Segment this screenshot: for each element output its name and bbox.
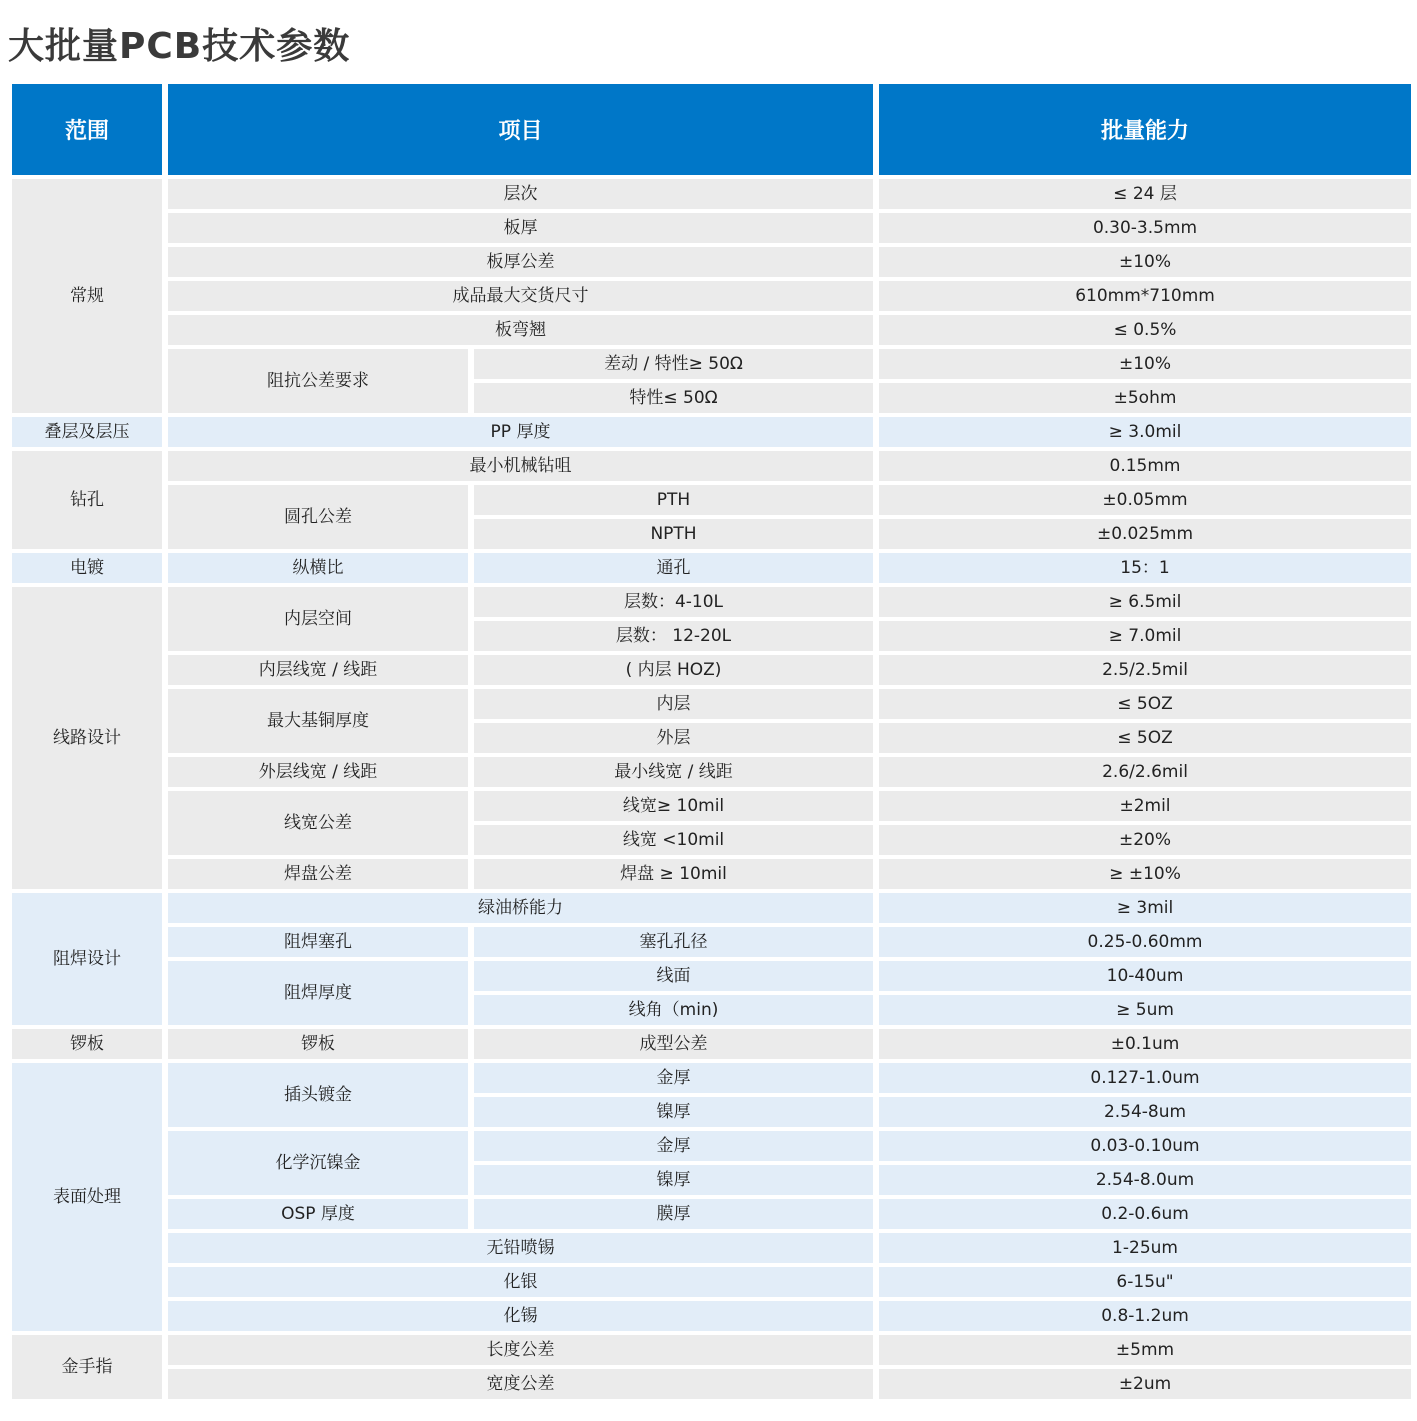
table-row	[12, 757, 1411, 787]
sub-item-cell: 内层	[474, 689, 873, 719]
item-cell: 板弯翘	[168, 315, 873, 345]
value-cell: 1-25um	[879, 1233, 1411, 1263]
sub-item-cell: 线宽≥ 10mil	[474, 791, 873, 821]
sub-item-cell: 特性≤ 50Ω	[474, 383, 873, 413]
item-cell: 板厚公差	[168, 247, 873, 277]
spec-table	[6, 80, 1417, 1403]
item-cell: 外层线宽 / 线距	[168, 757, 468, 787]
table-row	[12, 927, 1411, 957]
item-cell: 插头镀金	[168, 1063, 468, 1127]
sub-item-cell: 差动 / 特性≥ 50Ω	[474, 349, 873, 379]
value-cell: ±10%	[879, 349, 1411, 379]
table-row	[12, 417, 1411, 447]
table-row	[12, 1267, 1411, 1297]
value-cell: ±0.025mm	[879, 519, 1411, 549]
item-cell: 内层空间	[168, 587, 468, 651]
value-cell: ≤ 5OZ	[879, 689, 1411, 719]
sub-item-cell: 线角（min)	[474, 995, 873, 1025]
table-row	[12, 247, 1411, 277]
item-cell: 宽度公差	[168, 1369, 873, 1399]
value-cell: ≥ 3.0mil	[879, 417, 1411, 447]
item-cell: 阻抗公差要求	[168, 349, 468, 413]
item-cell: 阻焊塞孔	[168, 927, 468, 957]
sub-item-cell: 成型公差	[474, 1029, 873, 1059]
header-row	[12, 84, 1411, 175]
scope-cell: 表面处理	[12, 1063, 162, 1331]
value-cell: ≤ 24 层	[879, 179, 1411, 209]
table-row	[12, 349, 1411, 379]
header-capability: 批量能力	[879, 84, 1411, 175]
value-cell: 2.5/2.5mil	[879, 655, 1411, 685]
value-cell: 6-15u"	[879, 1267, 1411, 1297]
value-cell: 0.8-1.2um	[879, 1301, 1411, 1331]
value-cell: 0.30-3.5mm	[879, 213, 1411, 243]
item-cell: 化学沉镍金	[168, 1131, 468, 1195]
item-cell: OSP 厚度	[168, 1199, 468, 1229]
value-cell: 610mm*710mm	[879, 281, 1411, 311]
value-cell: ±5mm	[879, 1335, 1411, 1365]
value-cell: 0.127-1.0um	[879, 1063, 1411, 1093]
table-row	[12, 553, 1411, 583]
value-cell: 15：1	[879, 553, 1411, 583]
table-row	[12, 1301, 1411, 1331]
value-cell: ≥ ±10%	[879, 859, 1411, 889]
sub-item-cell: 层数：4-10L	[474, 587, 873, 617]
value-cell: ≥ 6.5mil	[879, 587, 1411, 617]
item-cell: 焊盘公差	[168, 859, 468, 889]
sub-item-cell: ( 内层 HOZ)	[474, 655, 873, 685]
value-cell: ±0.05mm	[879, 485, 1411, 515]
value-cell: 0.2-0.6um	[879, 1199, 1411, 1229]
value-cell: 2.54-8um	[879, 1097, 1411, 1127]
value-cell: 10-40um	[879, 961, 1411, 991]
value-cell: 2.54-8.0um	[879, 1165, 1411, 1195]
table-row	[12, 1369, 1411, 1399]
value-cell: ±2mil	[879, 791, 1411, 821]
value-cell: ≤ 0.5%	[879, 315, 1411, 345]
value-cell: 2.6/2.6mil	[879, 757, 1411, 787]
table-row	[12, 1199, 1411, 1229]
table-row	[12, 485, 1411, 515]
sub-item-cell: 金厚	[474, 1063, 873, 1093]
sub-item-cell: 塞孔孔径	[474, 927, 873, 957]
item-cell: 锣板	[168, 1029, 468, 1059]
sub-item-cell: PTH	[474, 485, 873, 515]
item-cell: 最大基铜厚度	[168, 689, 468, 753]
sub-item-cell: 金厚	[474, 1131, 873, 1161]
table-row	[12, 859, 1411, 889]
header-scope: 范围	[12, 84, 162, 175]
item-cell: 层次	[168, 179, 873, 209]
scope-cell: 常规	[12, 179, 162, 413]
table-row	[12, 1233, 1411, 1263]
item-cell: 长度公差	[168, 1335, 873, 1365]
sub-item-cell: 线宽 <10mil	[474, 825, 873, 855]
scope-cell: 电镀	[12, 553, 162, 583]
header-item: 项目	[168, 84, 873, 175]
value-cell: ≥ 5um	[879, 995, 1411, 1025]
table-row	[12, 315, 1411, 345]
scope-cell: 钻孔	[12, 451, 162, 549]
item-cell: 纵横比	[168, 553, 468, 583]
sub-item-cell: 线面	[474, 961, 873, 991]
value-cell: ≤ 5OZ	[879, 723, 1411, 753]
item-cell: 阻焊厚度	[168, 961, 468, 1025]
item-cell: 绿油桥能力	[168, 893, 873, 923]
table-row	[12, 179, 1411, 209]
sub-item-cell: 通孔	[474, 553, 873, 583]
item-cell: 线宽公差	[168, 791, 468, 855]
value-cell: ±20%	[879, 825, 1411, 855]
table-row	[12, 893, 1411, 923]
scope-cell: 阻焊设计	[12, 893, 162, 1025]
table-row	[12, 961, 1411, 991]
scope-cell: 叠层及层压	[12, 417, 162, 447]
scope-cell: 锣板	[12, 1029, 162, 1059]
sub-item-cell: 层数： 12-20L	[474, 621, 873, 651]
table-row	[12, 689, 1411, 719]
value-cell: ±2um	[879, 1369, 1411, 1399]
item-cell: 最小机械钻咀	[168, 451, 873, 481]
table-row	[12, 451, 1411, 481]
value-cell: 0.03-0.10um	[879, 1131, 1411, 1161]
table-row	[12, 1029, 1411, 1059]
value-cell: ±5ohm	[879, 383, 1411, 413]
item-cell: 无铅喷锡	[168, 1233, 873, 1263]
table-row	[12, 655, 1411, 685]
table-row	[12, 587, 1411, 617]
item-cell: 板厚	[168, 213, 873, 243]
value-cell: ≥ 3mil	[879, 893, 1411, 923]
scope-cell: 线路设计	[12, 587, 162, 889]
item-cell: PP 厚度	[168, 417, 873, 447]
sub-item-cell: 最小线宽 / 线距	[474, 757, 873, 787]
value-cell: ±0.1um	[879, 1029, 1411, 1059]
item-cell: 化锡	[168, 1301, 873, 1331]
sub-item-cell: 外层	[474, 723, 873, 753]
scope-cell: 金手指	[12, 1335, 162, 1399]
sub-item-cell: 镍厚	[474, 1097, 873, 1127]
sub-item-cell: 焊盘 ≥ 10mil	[474, 859, 873, 889]
table-row	[12, 1131, 1411, 1161]
table-row	[12, 281, 1411, 311]
sub-item-cell: 膜厚	[474, 1199, 873, 1229]
item-cell: 内层线宽 / 线距	[168, 655, 468, 685]
value-cell: 0.25-0.60mm	[879, 927, 1411, 957]
item-cell: 化银	[168, 1267, 873, 1297]
item-cell: 圆孔公差	[168, 485, 468, 549]
item-cell: 成品最大交货尺寸	[168, 281, 873, 311]
page-title: 大批量PCB技术参数	[8, 26, 351, 67]
value-cell: 0.15mm	[879, 451, 1411, 481]
table-row	[12, 791, 1411, 821]
table-row	[12, 213, 1411, 243]
table-row	[12, 1335, 1411, 1365]
sub-item-cell: 镍厚	[474, 1165, 873, 1195]
sub-item-cell: NPTH	[474, 519, 873, 549]
value-cell: ±10%	[879, 247, 1411, 277]
value-cell: ≥ 7.0mil	[879, 621, 1411, 651]
table-row	[12, 1063, 1411, 1093]
